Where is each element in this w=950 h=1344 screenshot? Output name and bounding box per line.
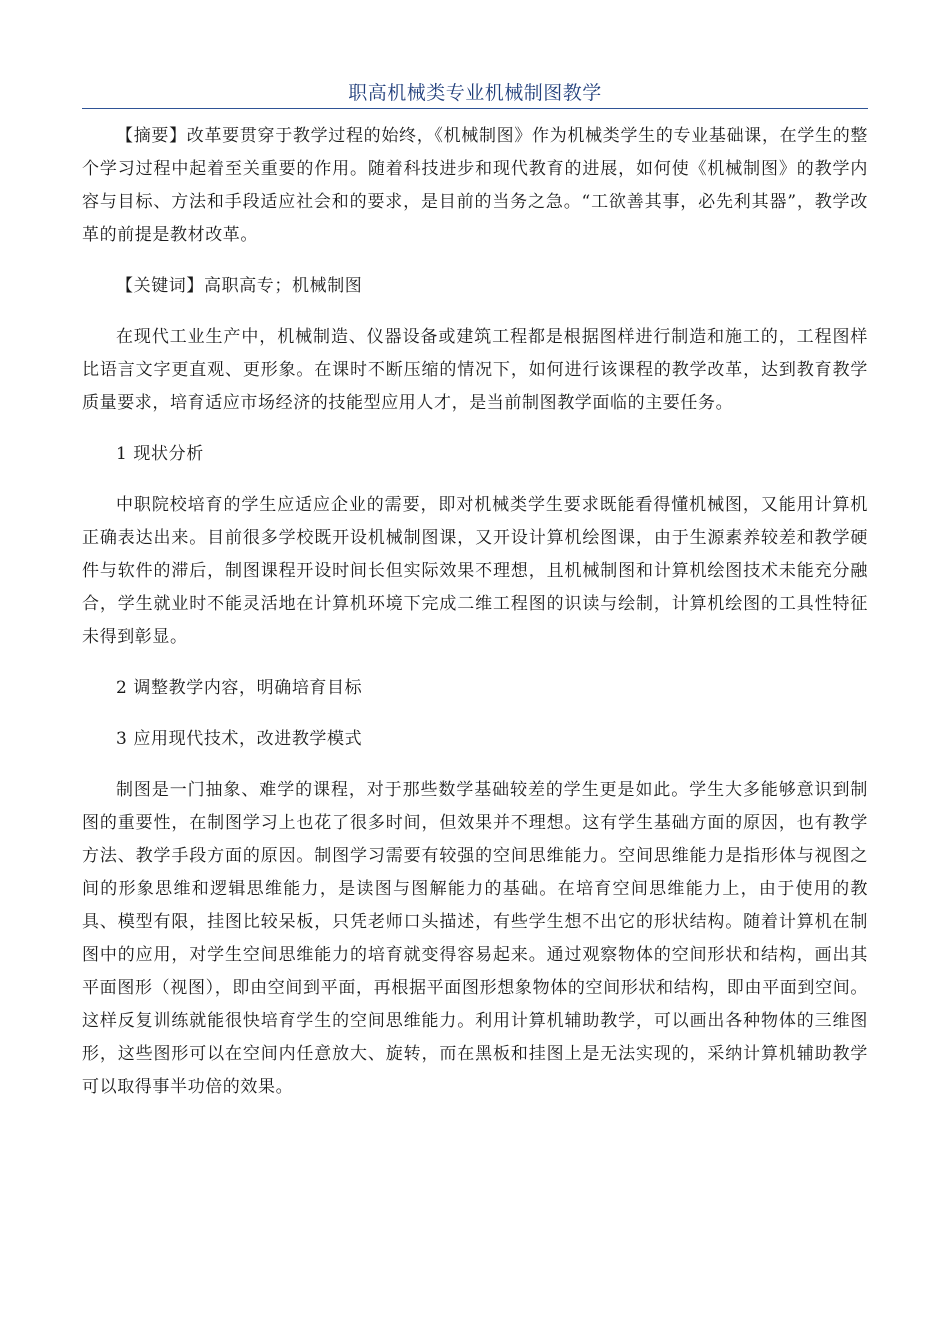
section-heading-2: 2 调整教学内容，明确培育目标: [116, 678, 363, 698]
status-analysis-paragraph: 中职院校培育的学生应适应企业的需要，即对机械类学生要求既能看得懂机械图，又能用计算机正确表达出来。目前很多学校既开设机械制图课，又开设计算机绘图课，由于生源素养较差和教学硬件与软件的滞后，制图课程开设时间长但实际效果不理想，且机械制图和计算机绘图技术未能充分融合，学生就业时不能灵活地在计算机环境下完成二维工程图的识读与绘制，计算机绘图的工具性特征未得到彰显。: [82, 495, 868, 647]
title-divider: [82, 108, 868, 109]
section-heading-1: 1 现状分析: [116, 444, 204, 464]
document-title: 职高机械类专业机械制图教学: [348, 82, 602, 104]
keywords-paragraph: 【关键词】高职高专；机械制图: [116, 276, 363, 296]
abstract-paragraph: 【摘要】改革要贯穿于教学过程的始终，《机械制图》作为机械类学生的专业基础课，在学生的整个学习过程中起着至关重要的作用。随着科技进步和现代教育的进展，如何使《机械制图》的教学内容与目标、方法和手段适应社会和的要求，是目前的当务之急。“工欲善其事，必先利其器”，教学改革的前提是教材改革。: [82, 126, 868, 245]
document-body: [82, 120, 868, 1104]
intro-paragraph: 在现代工业生产中，机械制造、仪器设备或建筑工程都是根据图样进行制造和施工的，工程图样比语言文字更直观、更形象。在课时不断压缩的情况下，如何进行该课程的教学改革，达到教育教学质量要求，培育适应市场经济的技能型应用人才，是当前制图教学面临的主要任务。: [82, 327, 868, 413]
modern-tech-paragraph: 制图是一门抽象、难学的课程，对于那些数学基础较差的学生更是如此。学生大多能够意识到制图的重要性，在制图学习上也花了很多时间，但效果并不理想。这有学生基础方面的原因，也有教学方法、教学手段方面的原因。制图学习需要有较强的空间思维能力。空间思维能力是指形体与视图之间的形象思维和逻辑思维能力，是读图与图解能力的基础。在培育空间思维能力上，由于使用的教具、模型有限，挂图比较呆板，只凭老师口头描述，有些学生想不出它的形状结构。随着计算机在制图中的应用，对学生空间思维能力的培育就变得容易起来。通过观察物体的空间形状和结构，画出其平面图形（视图），即由空间到平面，再根据平面图形想象物体的空间形状和结构，即由平面到空间。这样反复训练就能很快培育学生的空间思维能力。利用计算机辅助教学，可以画出各种物体的三维图形，这些图形可以在空间内任意放大、旋转，而在黑板和挂图上是无法实现的，采纳计算机辅助教学可以取得事半功倍的效果。: [82, 780, 868, 1097]
section-heading-3: 3 应用现代技术，改进教学模式: [116, 729, 363, 749]
